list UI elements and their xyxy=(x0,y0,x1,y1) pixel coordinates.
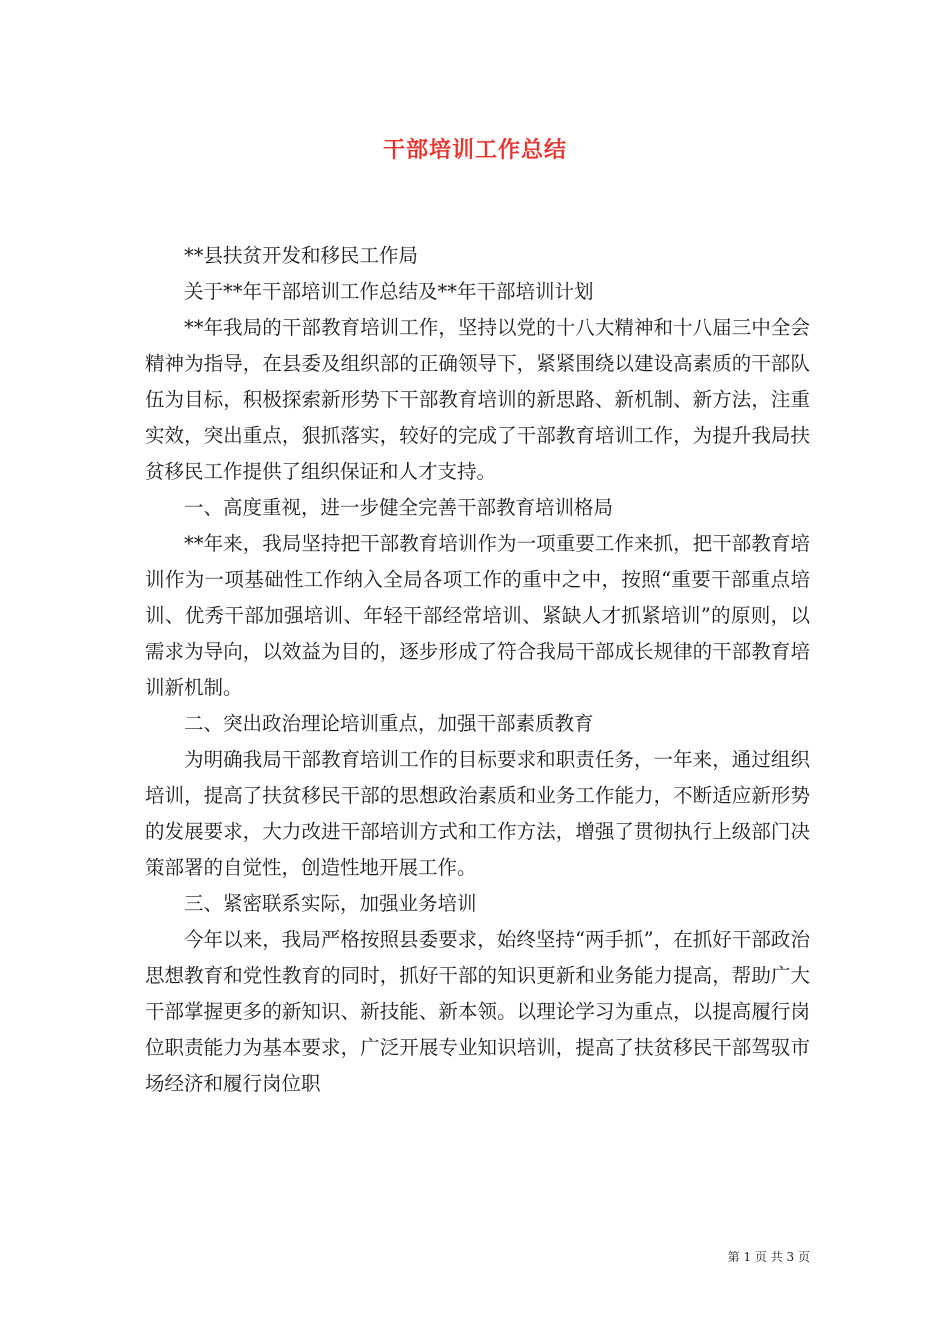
document-title: 干部培训工作总结 xyxy=(382,137,567,163)
page-number: 第 1 页 共 3 页 xyxy=(727,1250,810,1264)
document-body xyxy=(145,238,810,1102)
section-heading-2: 二、突出政治理论培训重点，加强干部素质教育 xyxy=(184,712,594,735)
section-heading-3: 三、紧密联系实际，加强业务培训 xyxy=(184,892,477,915)
paragraph-intro: **年我局的干部教育培训工作，坚持以党的十八大精神和十八届三中全会精神为指导，在县委及组织部的正确领导下，紧紧围绕以建设高素质的干部队伍为目标，积极探索新形势下干部教育培训的新思路、新机制、新方法，注重实效，突出重点，狠抓落实，较好的完成了干部教育培训工作，为提升我局扶贫移民工作提供了组织保证和人才支持。 xyxy=(145,316,810,483)
paragraph-section-1: **年来，我局坚持把干部教育培训作为一项重要工作来抓，把干部教育培训作为一项基础性工作纳入全局各项工作的重中之中，按照“重要干部重点培训、优秀干部加强培训、年轻干部经常培训、紧缺人才抓紧培训”的原则，以需求为导向，以效益为目的，逐步形成了符合我局干部成长规律的干部教育培训新机制。 xyxy=(145,532,810,699)
section-heading-1: 一、高度重视，进一步健全完善干部教育培训格局 xyxy=(184,496,614,519)
paragraph-org-name: **县扶贫开发和移民工作局 xyxy=(184,244,419,267)
paragraph-section-3: 今年以来，我局严格按照县委要求，始终坚持“两手抓”，在抓好干部政治思想教育和党性教育的同时，抓好干部的知识更新和业务能力提高，帮助广大干部掌握更多的新知识、新技能、新本领。以理论学习为重点，以提高履行岗位职责能力为基本要求，广泛开展专业知识培训，提高了扶贫移民干部驾驭市场经济和履行岗位职 xyxy=(145,928,810,1095)
paragraph-subtitle: 关于**年干部培训工作总结及**年干部培训计划 xyxy=(184,280,594,303)
paragraph-section-2: 为明确我局干部教育培训工作的目标要求和职责任务，一年来，通过组织培训，提高了扶贫移民干部的思想政治素质和业务工作能力，不断适应新形势的发展要求，大力改进干部培训方式和工作方法，增强了贯彻执行上级部门决策部署的自觉性，创造性地开展工作。 xyxy=(145,748,810,879)
